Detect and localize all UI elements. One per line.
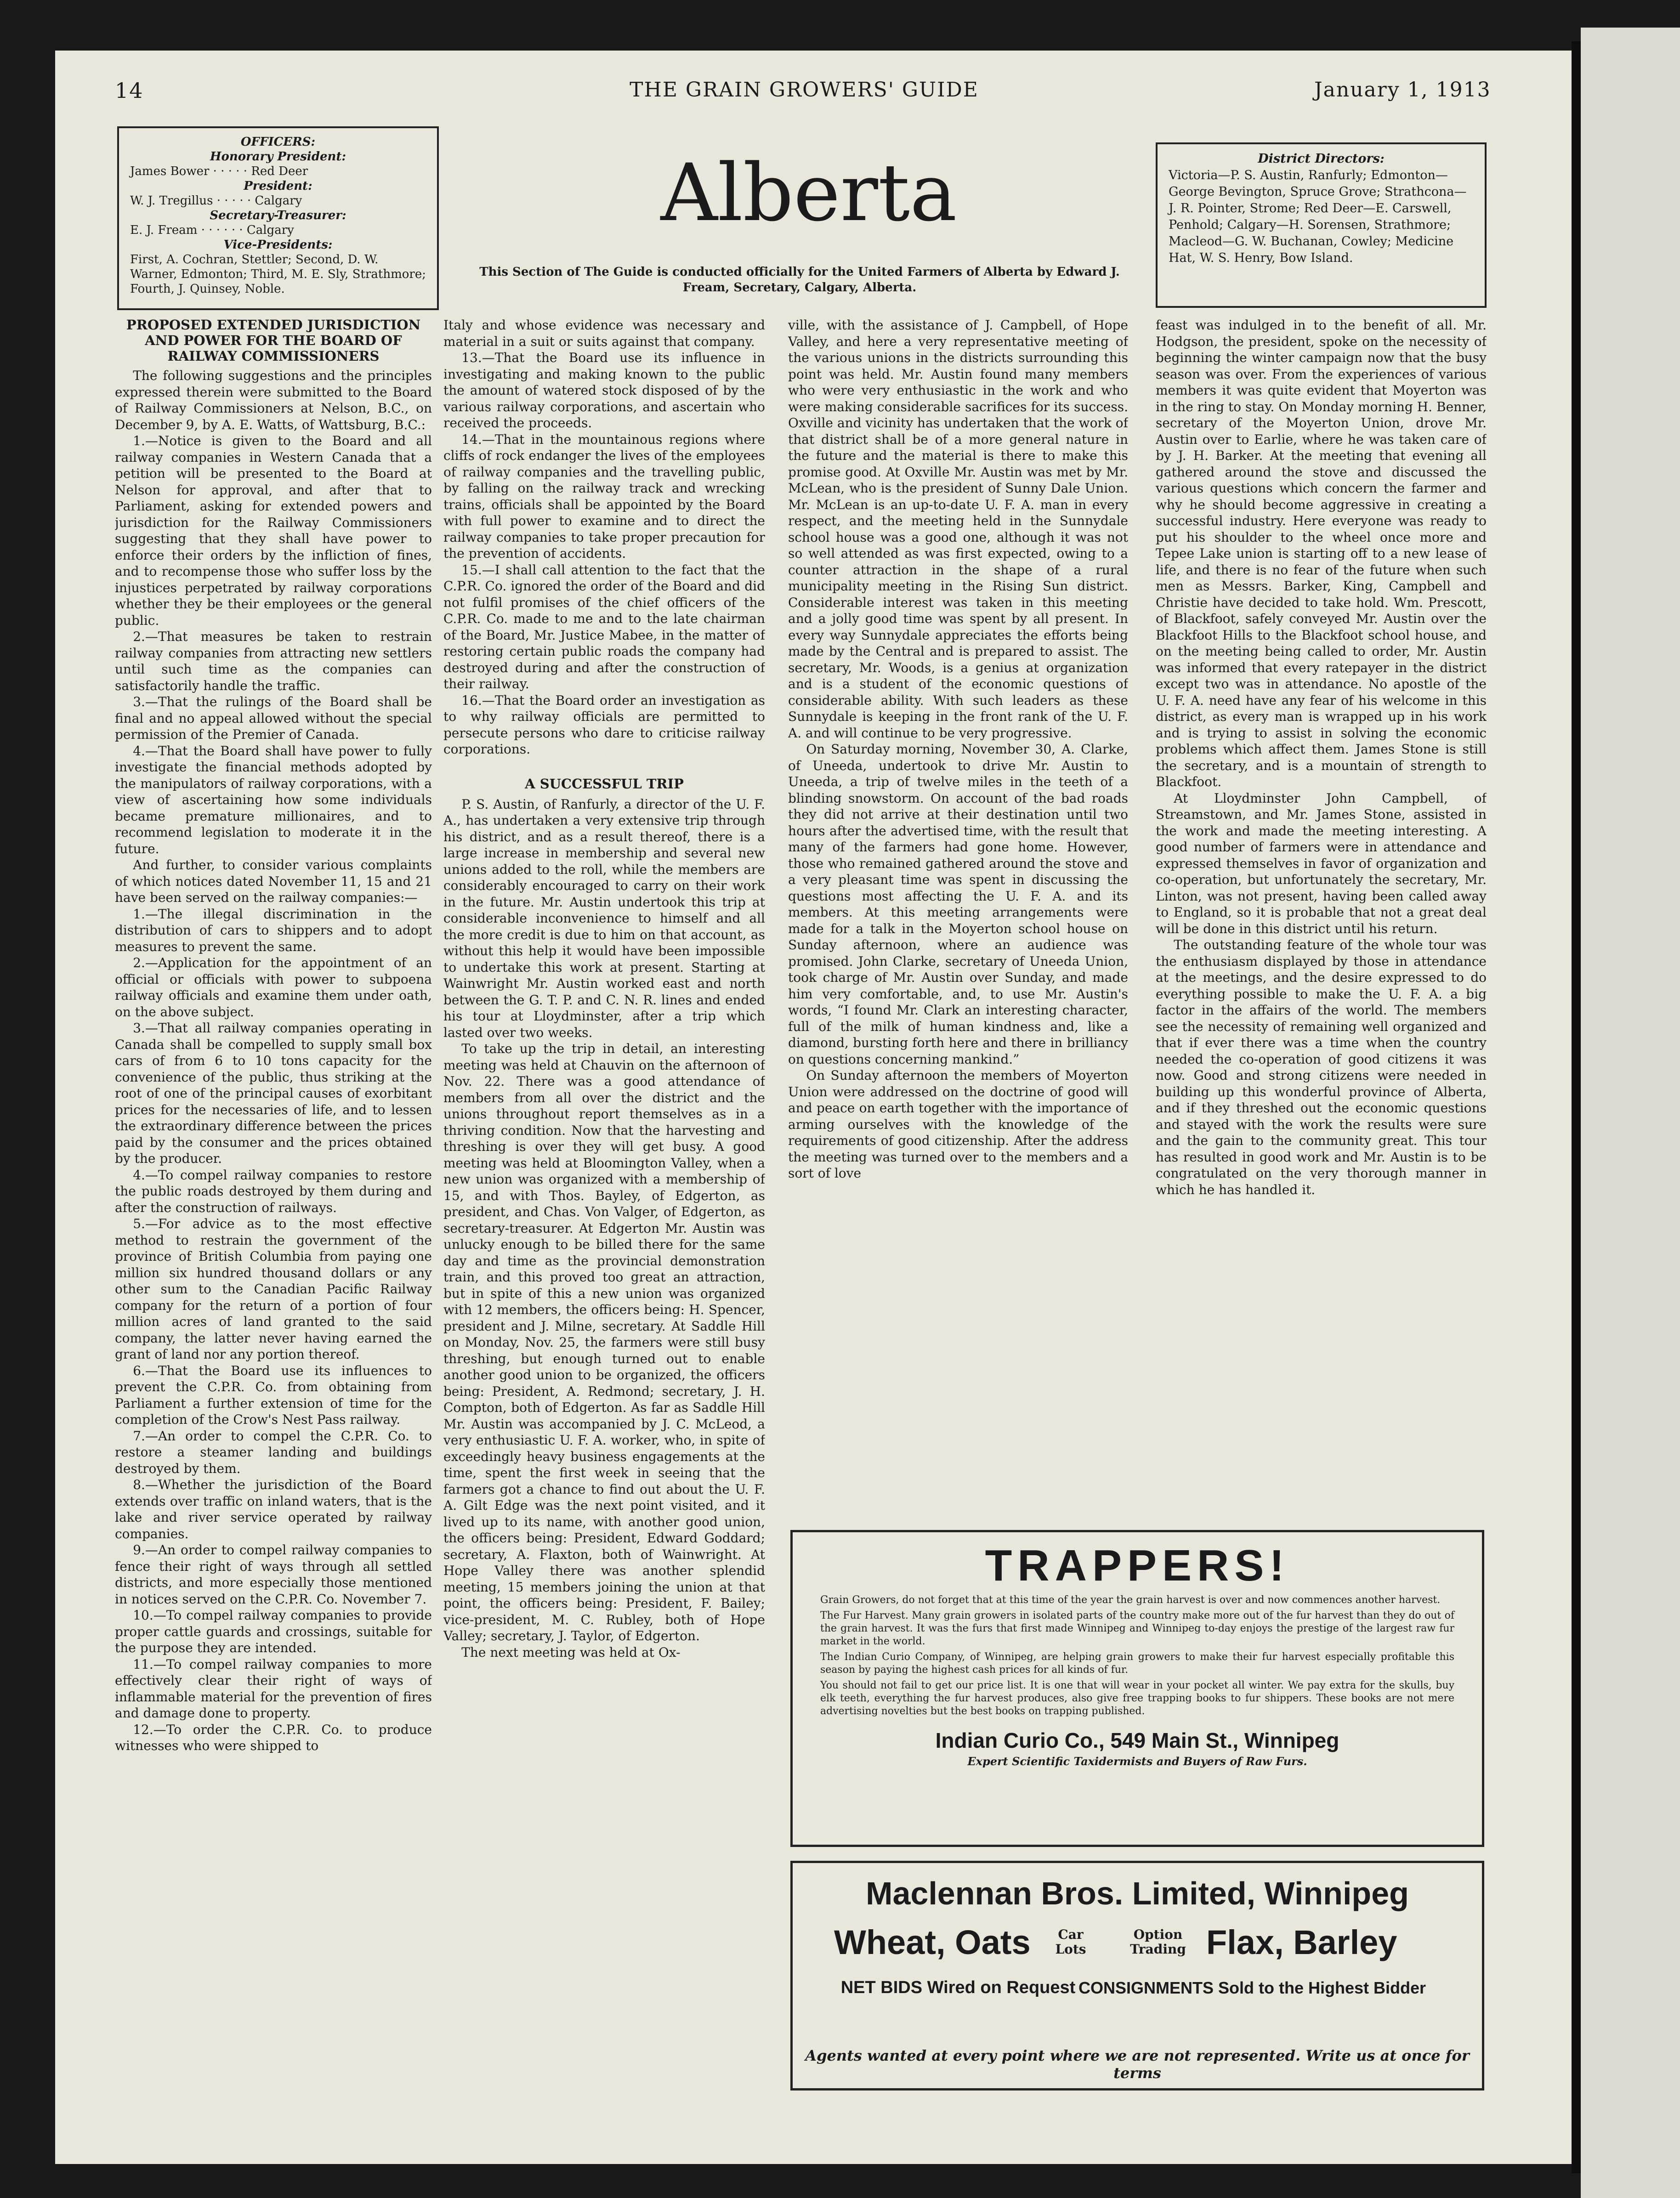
paragraph: 13.—That the Board use its influence in investigating and making known to the public the amount of watered stock disposed of by the various railway corporations, and ascertain who received the proceeds.: [443, 350, 765, 431]
paragraph: 8.—Whether the jurisdiction of the Board extends over traffic on inland waters, that is the lake and river service operated by railway companies.: [115, 1477, 432, 1541]
paragraph: The outstanding feature of the whole tour was the enthusiasm displayed by those in attendance at the meetings, and the desire expressed to do everything possible to make the U. F. A. a big factor in the affairs of the world. The members see the necessity of remaining well organized and that if ever there was a time when the country needed the co-operation of good citizens it was now. Good and strong citizens were needed in building up this wonderful province of Alberta, and if they threshed out the economic questions and stayed with the work the results were sure and the gain to the community great. This tour has resulted in good work and Mr. Austin is to be congratulated on the very thorough manner in which he has handled it.: [1156, 937, 1487, 1197]
maclennan-ad-consignments: CONSIGNMENTS Sold to the Highest Bidder: [1078, 1978, 1426, 1997]
section-subtitle: This Section of The Guide is conducted officially for the United Farmers of Alberta by Edward J. Fream, Secretary, Calgary, Alberta.: [479, 265, 1120, 295]
paragraph: To take up the trip in detail, an interesting meeting was held at Chauvin on the afternoon of Nov. 22. There was a good attendance of members from all over the district and the unions throughout report themselves as in a thriving condition. Now that the harvesting and threshing is over they will get busy. A good meeting was held at Bloomington Valley, when a new union was organized with a membership of 15, and with Thos. Bayley, of Edgerton, as president, and Chas. Von Valger, of Edgerton, as secretary-treasurer. At Edgerton Mr. Austin was unlucky enough to be billed there for the same day and time as the provincial demonstration train, and this proved too great an attraction, but in spite of this a new union was organized with 12 members, the officers being: H. Spencer, president and J. Milne, secretary. At Saddle Hill on Monday, Nov. 25, the farmers were still busy threshing, but enough turned out to enable another good union to be organized, the officers being: President, A. Redmond; secretary, J. H. Compton, both of Edgerton. As far as Saddle Hill Mr. Austin was accompanied by J. C. McLeod, a very enthusiastic U. F. A. worker, who, in spite of exceedingly heavy business engagements at the time, spent the first week in seeing that the farmers got a chance to find out about the U. F. A. Gilt Edge was the next point visited, and it lived up to its name, with another good union, the officers being: President, Edward Goddard; secretary, A. Flaxton, both of Wainwright. At Hope Valley there was another splendid meeting, 15 members joining the union at that point, the officers being: President, F. Bailey; vice-president, M. C. Rubley, both of Hope Valley; secretary, J. Taylor, of Edgerton.: [443, 1041, 765, 1643]
maclennan-ad: [790, 1861, 1484, 2090]
paragraph: At Lloydminster John Campbell, of Streamstown, and Mr. James Stone, assisted in the work and made the meeting interesting. A good number of farmers were in attendance and expressed themselves in favor of organization and co-operation, but unfortunately the secretary, Mr. Linton, was not present, having been called away to England, so it is probable that not a great deal will be done in this district until his return.: [1156, 790, 1487, 936]
section-title: Alberta: [660, 147, 957, 239]
adjacent-page-edge: [1581, 28, 1680, 2198]
paragraph: 11.—To compel railway companies to more effectively clear their right of ways of inflammable material for the prevention of fires and damage done to property.: [115, 1656, 432, 1721]
paragraph: On Sunday afternoon the members of Moyerton Union were addressed on the doctrine of good will and peace on earth together with the importance of arming ourselves with the knowledge of the requirements of good citizenship. After the address the meeting was turned over to the members and a sort of love: [788, 1068, 1128, 1181]
paragraph: 4.—That the Board shall have power to fully investigate the financial methods adopted by the manipulators of railway corporations, with a view of ascertaining how some individuals became premature millionaires, and to recommend legislation to moderate it in the future.: [115, 743, 432, 856]
directors-list: Victoria—P. S. Austin, Ranfurly; Edmonton—George Bevington, Spruce Grove; Strathcona—J. R. Pointer, Strome; Red Deer—E. Carswell, Penhold; Calgary—H. Sorensen, Strathmore; Macleod—G. W. Buchanan, Cowley; Medicine Hat, W. S. Henry, Bow Island.: [1169, 168, 1467, 265]
paragraph: 1.—The illegal discrimination in the distribution of cars to shippers and to adopt measures to prevent the same.: [115, 906, 432, 954]
trappers-ad-company: Indian Curio Co., 549 Main St., Winnipeg: [935, 1728, 1339, 1752]
paragraph: 5.—For advice as to the most effective method to restrain the government of the province of British Columbia from paying one million six hundred thousand dollars or any other sum to the Canadian Pacific Railway company for the return of a portion of four million acres of land granted to the said company, the latter never having earned the grant of land nor any portion thereof.: [115, 1216, 432, 1362]
column-1: [115, 317, 432, 2026]
trappers-ad-title: TRAPPERS!: [985, 1541, 1290, 1590]
paragraph: 2.—That measures be taken to restrain railway companies from attracting new settlers until such time as the companies can satisfactorily handle the traffic.: [115, 629, 432, 693]
page-number: 14: [115, 78, 144, 103]
paragraph: 16.—That the Board order an investigation as to why railway officials are permitted to persecute persons who dare to criticise railway corporations.: [443, 692, 765, 757]
article-heading-trip: A SUCCESSFUL TRIP: [525, 776, 684, 792]
paragraph: The next meeting was held at Ox-: [461, 1644, 681, 1660]
paragraph: 6.—That the Board use its influences to prevent the C.P.R. Co. from obtaining from Parliament a further extension of time for the completion of the Crow's Nest Pass railway.: [115, 1363, 432, 1427]
column-4: [1156, 317, 1487, 1493]
paragraph: 7.—An order to compel the C.P.R. Co. to restore a steamer landing and buildings destroyed by them.: [115, 1428, 432, 1476]
paragraph: 14.—That in the mountainous regions where cliffs of rock endanger the lives of the employees of railway companies and the travelling public, by falling on the railway track and wrecking trains, officials shall be appointed by the Board with full power to examine and to direct the railway companies to take proper precaution for the prevention of accidents.: [443, 431, 765, 561]
directors-heading: District Directors:: [1258, 152, 1385, 166]
honorary-president: James Bower · · · · · Red Deer: [130, 164, 308, 178]
paragraph: P. S. Austin, of Ranfurly, a director of the U. F. A., has undertaken a very extensive trip through his district, and as a result thereof, there is a large increase in membership and several new unions added to the roll, while the members are considerably encouraged to carry on their work in the future. Mr. Austin undertook this trip at considerable inconvenience to himself and all the more credit is due to him on that account, as without this help it would have been impossible to undertake this work at present. Starting at Wainwright Mr. Austin worked east and north between the G. T. P. and C. N. R. lines and ended his tour at Lloydminster, after a trip which lasted over two weeks.: [443, 796, 765, 1040]
paragraph: 1.—Notice is given to the Board and all railway companies in Western Canada that a petition will be presented to the Board at Nelson for approval, and after that to Parliament, asking for extended powers and jurisdiction for the Railway Commissioners suggesting that they shall have power to enforce their orders by the infliction of fines, and to recompense those who suffer loss by the injustices perpetrated by railway corporations whether they be their employees or the general public.: [115, 433, 432, 628]
maclennan-ad-net-bids: NET BIDS Wired on Request: [840, 1978, 1076, 1997]
paragraph: 10.—To compel railway companies to provide proper cattle guards and crossings, suitable for the purpose they are intended.: [115, 1608, 432, 1655]
issue-date: January 1, 1913: [1314, 78, 1491, 102]
paragraph: 9.—An order to compel railway companies to fence their right of ways through all settled districts, and more especially those mentioned in notices served on the C.P.R. Co. November 7.: [115, 1542, 432, 1607]
page-gutter: [1572, 41, 1582, 2173]
vice-presidents-label: Vice-Presidents:: [223, 238, 333, 252]
president: W. J. Tregillus · · · · · Calgary: [130, 194, 302, 208]
secretary-treasurer-label: Secretary-Treasurer:: [210, 209, 346, 222]
trappers-ad-text: Grain Growers, do not forget that at this time of the year the grain harvest is over and now commences another harvest.: [820, 1594, 1441, 1606]
column-2: [443, 317, 765, 2026]
officers-heading: OFFICERS:: [240, 135, 316, 149]
paragraph: 12.—To order the C.P.R. Co. to produce witnesses who were shipped to: [115, 1722, 432, 1753]
paragraph: 2.—Application for the appointment of an official or officials with power to subpoena railway officials and examine them under oath, on the above subject.: [115, 955, 432, 1020]
secretary-treasurer: E. J. Fream · · · · · · Calgary: [130, 223, 294, 237]
honorary-label: Honorary President:: [210, 150, 346, 164]
paragraph: ville, with the assistance of J. Campbell, of Hope Valley, and here a very representative meeting of the various unions in the districts surrounding this point was held. Mr. Austin found many members who were very enthusiastic in the work and who were making considerable sacrifices for its success. Oxville and vicinity has undertaken that the work of that district shall be of a more general nature in the future and the material is there to make this promise good. At Oxville Mr. Austin was met by Mr. McLean, who is the president of Sunny Dale Union. Mr. McLean is an up-to-date U. F. A. man in every respect, and the meeting held in the Sunnydale school house was a good one, although it was not so well attended as was first expected, owing to a counter attraction in the shape of a rural municipality meeting in the Rising Sun district. Considerable interest was taken in this meeting and a jolly good time was spent by all present. In every way Sunnydale appreciates the efforts being made by the Central and is prepared to assist. The secretary, Mr. Woods, is a genius at organization and is a student of the economic questions of considerable ability. With such leaders as these Sunnydale is keeping in the front rank of the U. F. A. and will continue to be very progressive.: [788, 317, 1128, 741]
paragraph: And further, to consider various complaints of which notices dated November 11, 15 and 21 have been served on the railway companies:—: [115, 857, 432, 905]
paragraph: 4.—To compel railway companies to restore the public roads destroyed by them during and after the construction of railways.: [115, 1167, 432, 1215]
maclennan-ad-agents: Agents wanted at every point where we are not represented. Write us at once for terms: [805, 2047, 1470, 2082]
officers-box: [117, 126, 439, 310]
paragraph: 3.—That the rulings of the Board shall be final and no appeal allowed without the special permission of the Premier of Canada.: [115, 694, 432, 742]
trappers-ad-text: The Indian Curio Company, of Winnipeg, are helping grain growers to make their fur harvest especially profitable this season by paying the highest cash prices for all kinds of fur.: [820, 1651, 1454, 1676]
paragraph: 3.—That all railway companies operating in Canada shall be compelled to supply small box cars of from 6 to 10 tons capacity for the convenience of the public, thus striking at the root of one of the principal causes of exorbitant prices for the necessaries of life, and to lessen the extraordinary difference between the prices paid by the consumer and the prices obtained by the producer.: [115, 1020, 432, 1166]
trappers-ad-tagline: Expert Scientific Taxidermists and Buyers of Raw Furs.: [967, 1755, 1307, 1768]
trappers-ad-text: The Fur Harvest. Many grain growers in isolated parts of the country make more out of the fur harvest than they do out of the grain harvest. It was the furs that first made Winnipeg and Winnipeg to-day enjoys the prestige of the largest raw fur market in the world.: [820, 1610, 1454, 1647]
paragraph: 15.—I shall call attention to the fact that the C.P.R. Co. ignored the order of the Board and did not fulfil promises of the chief officers of the C.P.R. Co. made to me and to the late chairman of the Board, Mr. Justice Mabee, in the matter of restoring certain public roads the company had destroyed during and after the construction of their railway.: [443, 562, 765, 691]
maclennan-ad-company: Maclennan Bros. Limited, Winnipeg: [866, 1875, 1409, 1911]
maclennan-ad-wheat-oats: Wheat, Oats: [834, 1923, 1031, 1961]
maclennan-ad-car-lots: Car Lots: [1055, 1927, 1086, 1957]
president-label: President:: [244, 179, 312, 193]
paragraph: Italy and whose evidence was necessary and material in a suit or suits against that company.: [443, 317, 765, 349]
publication-title: THE GRAIN GROWERS' GUIDE: [630, 78, 979, 102]
article-heading-jurisdiction: PROPOSED EXTENDED JURISDICTION AND POWER FOR THE BOARD OF RAILWAY COMMISSIONERS: [126, 317, 421, 364]
vice-presidents: First, A. Cochran, Stettler; Second, D. W. Warner, Edmonton; Third, M. E. Sly, Strathmore; Fourth, J. Quinsey, Noble.: [130, 253, 426, 296]
trappers-ad: [790, 1530, 1484, 1847]
column-3: [788, 317, 1128, 1493]
paragraph: feast was indulged in to the benefit of all. Mr. Hodgson, the president, spoke on the necessity of beginning the winter campaign now that the busy season was over. From the experiences of various members it was quite evident that Moyerton was in the ring to stay. On Monday morning H. Benner, secretary of the Moyerton Union, drove Mr. Austin over to Earlie, where he was taken care of by J. H. Barker. At the meeting that evening all gathered around the stove and discussed the various questions which concern the farmer and why he should become aggressive in creating a successful industry. Here everyone was ready to put his shoulder to the wheel once more and Tepee Lake union is starting off to a new lease of life, and there is no fear of the future when such men as Messrs. Barker, King, Campbell and Christie have decided to take hold. Wm. Prescott, of Blackfoot, safely conveyed Mr. Austin over the Blackfoot Hills to the Blackfoot school house, and on the meeting being called to order, Mr. Austin was informed that every ratepayer in the district except two was in attendance. No apostle of the U. F. A. need have any fear of his welcome in this district, as every man is wrapped up in his work and is trying to assist in solving the economic problems which affect them. James Stone is still the secretary, and is a mountain of strength to Blackfoot.: [1156, 317, 1487, 789]
maclennan-ad-flax-barley: Flax, Barley: [1206, 1923, 1397, 1961]
maclennan-ad-option-trading: Option Trading: [1130, 1927, 1186, 1957]
paragraph: On Saturday morning, November 30, A. Clarke, of Uneeda, undertook to drive Mr. Austin to Uneeda, a trip of twelve miles in the teeth of a blinding snowstorm. On account of the bad roads they did not arrive at their destination until two hours after the advertised time, with the result that many of the farmers had gone home. However, those who remained gathered around the stove and a very pleasant time was spent in discussing the questions most affecting the U. F. A. and its members. At this meeting arrangements were made for a talk in the Moyerton school house on Sunday afternoon, where an audience was promised. John Clarke, secretary of Uneeda Union, took charge of Mr. Austin over Sunday, and made him very comfortable, and, to use Mr. Austin's words, “I found Mr. Clark an interesting character, full of the milk of human kindness and, like a diamond, bursting forth here and there in brilliancy on questions concerning mankind.”: [788, 742, 1128, 1067]
trappers-ad-text: You should not fail to get our price list. It is one that will wear in your pocket all winter. We pay extra for the skulls, buy elk teeth, everything the fur harvest produces, also give free trapping books to fur shippers. These books are not mere advertising novelties but the best books on trapping published.: [820, 1680, 1454, 1717]
paragraph: The following suggestions and the principles expressed therein were submitted to the Board of Railway Commissioners at Nelson, B.C., on December 9, by A. E. Watts, of Wattsburg, B.C.:: [115, 368, 432, 432]
district-directors-box: [1156, 142, 1487, 308]
